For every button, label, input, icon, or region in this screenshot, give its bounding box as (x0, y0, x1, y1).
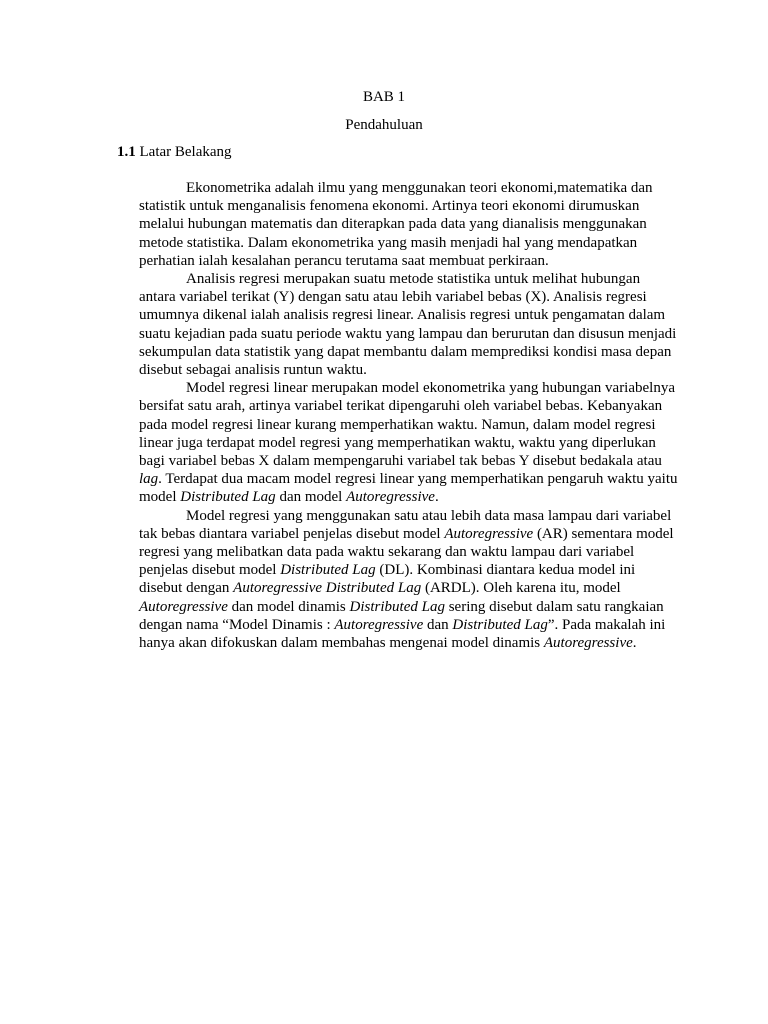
text-run: (ARDL). Oleh karena itu, model (421, 580, 621, 597)
section-title: Latar Belakang (139, 144, 232, 160)
italic-term: Autoregressive (444, 525, 534, 542)
text-run: . Terdapat dua macam model regresi linear yang memperhatikan pengaruh waktu yaitu model (139, 471, 678, 506)
italic-term: Distributed Lag (180, 489, 276, 506)
chapter-label: BAB 1 (362, 89, 406, 105)
italic-term: Distributed Lag (452, 616, 548, 633)
text-run: dan model dinamis (227, 598, 350, 615)
italic-term: Autoregressive (346, 489, 435, 506)
text-run: (AR) sementara model regresi yang melibatkan data pada waktu sekarang dan waktu lampau dari variabel penjelas disebut model (139, 525, 674, 579)
section-heading (117, 142, 232, 162)
italic-term: Autoregressive Distributed Lag (233, 580, 422, 597)
text-run: Model regresi linear merupakan model ekonometrika yang hubungan variabelnya bersifat satu arah, artinya variabel terikat dipengaruhi oleh variabel bebas. Kebanyakan pada model regresi linear kurang memperhatikan waktu. Namun, dalam model regresi linear juga terdapat model regresi yang memperhatikan waktu, waktu yang diperlukan bagi variabel bebas X dalam mempengaruhi variabel tak bebas Y disebut bedakala atau (139, 380, 675, 470)
chapter-title: Pendahuluan (345, 117, 423, 133)
italic-term: Autoregressive (543, 635, 633, 652)
text-run: dan (423, 616, 453, 633)
italic-term: Autoregressive (334, 616, 424, 633)
italic-term: Distributed Lag (349, 598, 445, 615)
text-run: Analisis regresi merupakan suatu metode statistika untuk melihat hubungan antara variabel terikat (Y) dengan satu atau lebih variabel bebas (X). Analisis regresi umumnya dikenal ialah analisis regresi linear. Analisis regresi untuk pengamatan dalam suatu kejadian pada suatu periode waktu yang lampau dan berurutan dan disusun menjadi sekumpulan data statistik yang dapat membantu dalam memprediksi kondisi masa depan disebut sebagai analisis runtun waktu. (139, 271, 677, 379)
italic-term: Distributed Lag (280, 562, 376, 579)
paragraph (139, 270, 679, 379)
section-number: 1.1 (117, 144, 136, 160)
text-run: ”. Pada makalah ini hanya akan difokuskan dalam membahas mengenai model dinamis (139, 616, 666, 652)
text-run: . (632, 635, 637, 652)
paragraph (139, 179, 679, 270)
paragraph (139, 379, 679, 506)
text-run: (DL). Kombinasi diantara kedua model ini disebut dengan (139, 562, 636, 597)
paragraph (139, 507, 679, 653)
text-run: dan model (275, 489, 347, 506)
text-run: sering disebut dalam satu rangkaian dengan nama “Model Dinamis : (139, 598, 664, 633)
italic-term: lag (139, 471, 159, 488)
text-run: Model regresi yang menggunakan satu atau lebih data masa lampau dari variabel tak bebas diantara variabel penjelas disebut model (139, 507, 672, 542)
italic-term: Autoregressive (139, 598, 228, 615)
text-run: Ekonometrika adalah ilmu yang menggunakan teori ekonomi,matematika dan statistik untuk menganalisis fenomena ekonomi. Artinya teori ekonomi dirumuskan melalui hubungan matematis dan diterapkan pada data yang dianalisis menggunakan metode statistika. Dalam ekonometrika yang masih menjadi hal yang mendapatkan perhatian ialah kesalahan perancu terutama saat membuat perkiraan. (139, 180, 653, 269)
body-text (139, 179, 679, 652)
text-run: . (434, 489, 439, 506)
